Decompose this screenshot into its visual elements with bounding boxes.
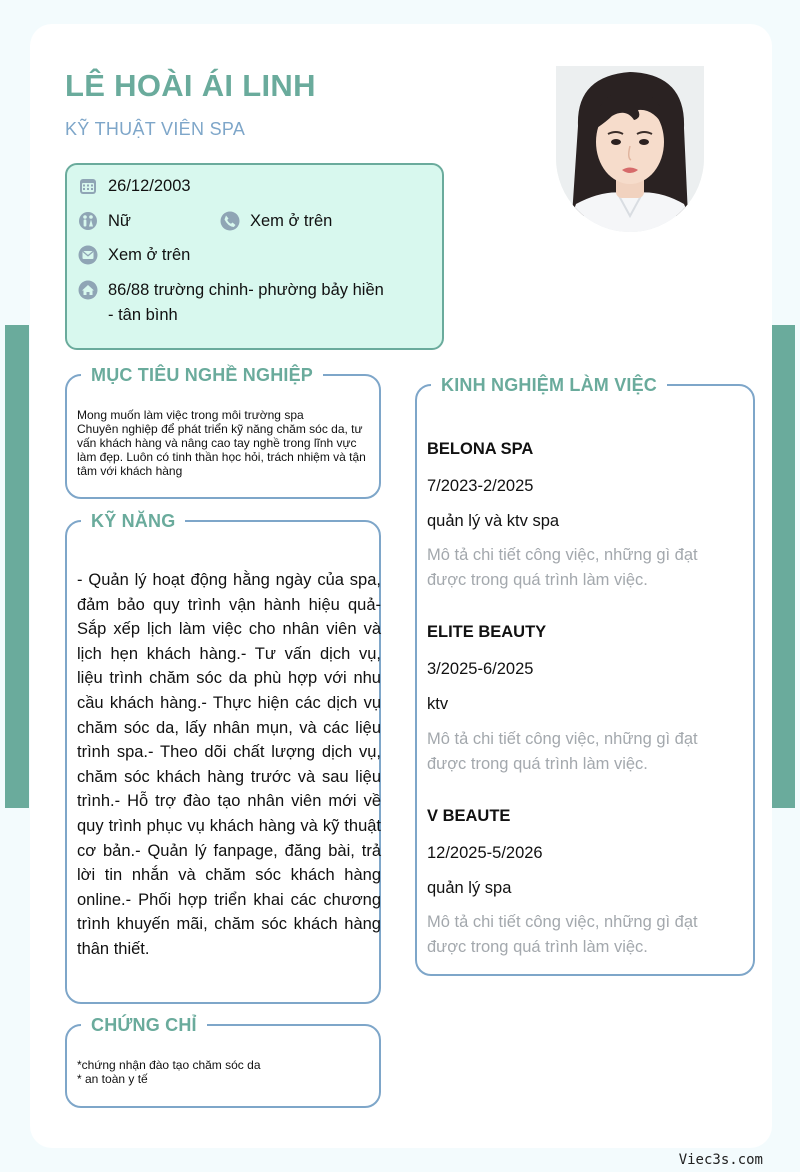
job-period: 3/2025-6/2025 (427, 660, 534, 678)
home-icon (78, 280, 98, 300)
objective-line: Mong muốn làm việc trong môi trường spa (77, 408, 304, 422)
candidate-job-title: KỸ THUẬT VIÊN SPA (65, 119, 246, 139)
certificates-title: CHỨNG CHỈ (81, 1014, 207, 1036)
job-role: ktv (427, 695, 449, 713)
address-line-2: - tân bình (108, 306, 178, 324)
decorative-band-right (771, 325, 795, 808)
contact-info-box (65, 163, 444, 350)
certificate-item: *chứng nhận đào tạo chăm sóc da (77, 1058, 261, 1072)
job-company: BELONA SPA (427, 440, 534, 458)
gender-icon (78, 211, 98, 231)
job-period: 7/2023-2/2025 (427, 477, 534, 495)
footer-brand: Viec3s.com (678, 1152, 763, 1168)
address-line-1: 86/88 trường chinh- phường bảy hiền (108, 281, 384, 299)
job-role: quản lý spa (427, 879, 512, 897)
portrait-photo (556, 66, 704, 232)
skills-section (65, 511, 381, 1004)
job-role: quản lý và ktv spa (427, 512, 560, 530)
experience-section (415, 375, 755, 976)
job-company: ELITE BEAUTY (427, 623, 547, 641)
objective-line: làm đẹp. Luôn có tinh thần học hỏi, trách nhiệm và tận (77, 450, 366, 464)
phone-icon (220, 211, 240, 231)
job-description: Mô tả chi tiết công việc, những gì đạt được trong quá trình làm việc. (427, 730, 698, 773)
experience-title: KINH NGHIỆM LÀM VIỆC (431, 374, 667, 396)
gender: Nữ (108, 212, 131, 230)
skills-title: KỸ NĂNG (81, 510, 185, 532)
email-icon (78, 245, 98, 265)
decorative-band-left (5, 325, 29, 808)
objective-line: vấn khách hàng và nâng cao tay nghề trong lĩnh vực (77, 436, 357, 450)
objective-line: Chuyên nghiệp để phát triển kỹ năng chăm sóc da, tư (77, 422, 363, 436)
candidate-name: LÊ HOÀI ÁI LINH (65, 68, 316, 103)
job-description: Mô tả chi tiết công việc, những gì đạt được trong quá trình làm việc. (427, 913, 698, 956)
calendar-icon (78, 176, 98, 196)
objective-title: MỤC TIÊU NGHỀ NGHIỆP (81, 364, 323, 386)
certificates-section (65, 1015, 381, 1108)
objective-section (65, 365, 381, 499)
objective-line: tâm với khách hàng (77, 464, 183, 478)
job-company: V BEAUTE (427, 807, 511, 825)
birthdate: 26/12/2003 (108, 177, 191, 195)
email: Xem ở trên (108, 246, 191, 264)
job-period: 12/2025-5/2026 (427, 844, 543, 862)
skills-text: - Quản lý hoạt động hằng ngày của spa, đảm bảo quy trình vận hành hiệu quả- Sắp xếp lịch làm việc cho nhân viên và lịch hẹn khách hàng.- Tư vấn dịch vụ, liệu trình chăm sóc da phù hợp với nhu cầu khách hàng.- Thực hiện các dịch vụ chăm sóc da, lấy nhân mụn, và các liệu trình spa.- Theo dõi chất lượng dịch vụ, chăm sóc khách hàng trước và sau liệu trình.- Hỗ trợ đào tạo nhân viên mới về quy trình phục vụ khách hàng và kỹ thuật cơ bản.- Quản lý fanpage, đăng bài, trả lời tin nhắn và chăm sóc khách hàng online.- Phối hợp triển khai các chương trình khuyến mãi, chăm sóc khách hàng thân thiết. (77, 571, 381, 958)
phone: Xem ở trên (250, 212, 333, 230)
certificate-item: * an toàn y tế (77, 1072, 148, 1086)
job-description: Mô tả chi tiết công việc, những gì đạt được trong quá trình làm việc. (427, 546, 698, 589)
